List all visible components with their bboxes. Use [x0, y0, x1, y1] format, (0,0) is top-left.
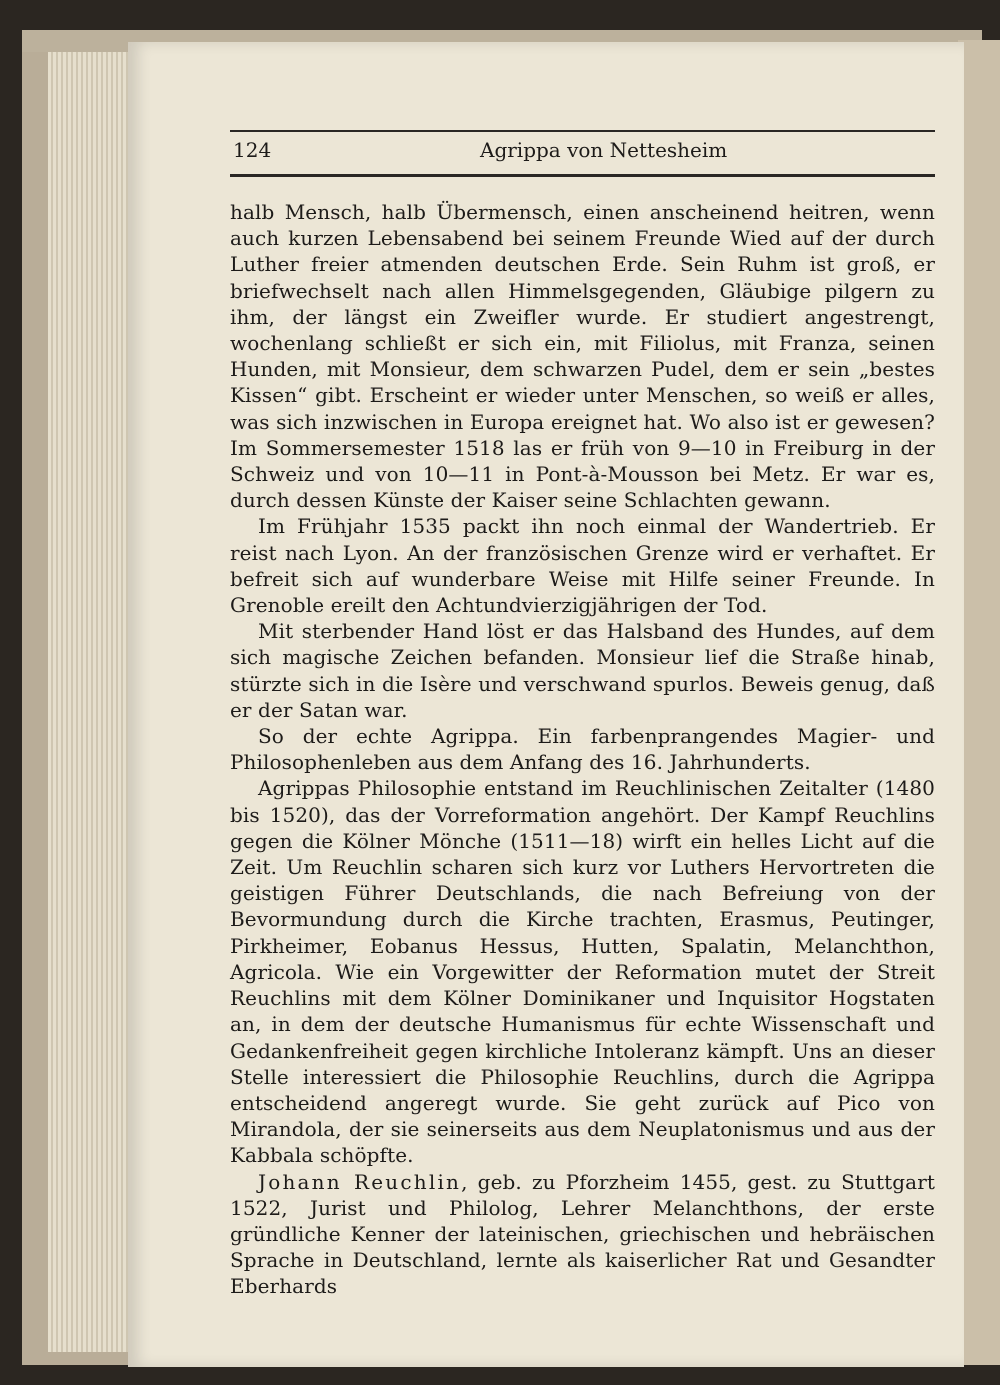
paragraph-4: So der echte Agrippa. Ein farbenprangendes Magier- und Philosophenleben aus dem Anfang des 16. Jahrhunderts.: [230, 724, 935, 775]
body-text: [230, 199, 935, 1300]
paragraph-2: Im Frühjahr 1535 packt ihn noch einmal der Wandertrieb. Er reist nach Lyon. An der französischen Grenze wird er verhaftet. Er befreit sich auf wunderbare Weise mit Hilfe seiner Freunde. In Grenoble ereilt den Achtundvierzigjährigen der Tod.: [230, 514, 935, 618]
page-content: [230, 130, 935, 1300]
person-name-reuchlin: Johann Reuchlin: [258, 1169, 462, 1194]
paragraph-3: Mit sterbender Hand löst er das Halsband des Hundes, auf dem sich magische Zeichen befanden. Monsieur lief die Straße hinab, stürzte sich in die Isère und verschwand spurlos. Beweis genug, daß er der Satan war.: [230, 619, 935, 722]
paragraph-1: halb Mensch, halb Übermensch, einen anscheinend heitren, wenn auch kurzen Lebensabend bei seinem Freunde Wied auf der durch Luther freier atmenden deutschen Erde. Sein Ruhm ist groß, er briefwechselt nach allen Himmelsgegenden, Gläubige pilgern zu ihm, der längst ein Zweifler wurde. Er studiert angestrengt, wochenlang schließt er sich ein, mit Filiolus, mit Franza, seinen Hunden, mit Monsieur, dem schwarzen Pudel, dem er sein „bestes Kissen“ gibt. Erscheint er wieder unter Menschen, so weiß er alles, was sich inzwischen in Europa ereignet hat. Wo also ist er gewesen? Im Sommersemester 1518 las er früh von 9—10 in Freiburg in der Schweiz und von 10—11 in Pont-à-Mousson bei Metz. Er war es, durch dessen Künste der Kaiser seine Schlachten gewann.: [230, 200, 935, 513]
paragraph-6: [230, 1169, 935, 1300]
header-rule-bottom: [230, 174, 935, 177]
running-title: Agrippa von Nettesheim: [480, 138, 728, 162]
running-header: [230, 138, 935, 168]
header-rule-top: [230, 130, 935, 132]
page-number: 124: [233, 138, 272, 162]
paragraph-6-text: , geb. zu Pforzheim 1455, gest. zu Stuttgart 1522, Jurist und Philolog, Lehrer Melanchthons, der erste gründliche Kenner der lateinischen, griechischen und hebräischen Sprache in Deutschland, lernte als kaiserlicher Rat und Gesandter Eberhards: [230, 1169, 936, 1299]
paragraph-5: Agrippas Philosophie entstand im Reuchlinischen Zeitalter (1480 bis 1520), das der Vorreformation angehört. Der Kampf Reuchlins gegen die Kölner Mönche (1511—18) wirft ein helles Licht auf die Zeit. Um Reuchlin scharen sich kurz vor Luthers Hervortreten die geistigen Führer Deutschlands, die nach Befreiung von der Bevormundung durch die Kirche trachten, Erasmus, Peutinger, Pirkheimer, Eobanus Hessus, Hutten, Spalatin, Melanchthon, Agricola. Wie ein Vorgewitter der Reformation mutet der Streit Reuchlins mit dem Kölner Dominikaner und Inquisitor Hogstaten an, in dem der deutsche Humanismus für echte Wissenschaft und Gedankenfreiheit gegen kirchliche Intoleranz kämpft. Uns an dieser Stelle interessiert die Philosophie Reuchlins, durch die Agrippa entscheidend angeregt wurde. Sie geht zurück auf Pico von Mirandola, der sie seinerseits aus dem Neuplatonismus und aus der Kabbala schöpfte.: [230, 776, 935, 1168]
book-cover-right: [958, 40, 1000, 1365]
